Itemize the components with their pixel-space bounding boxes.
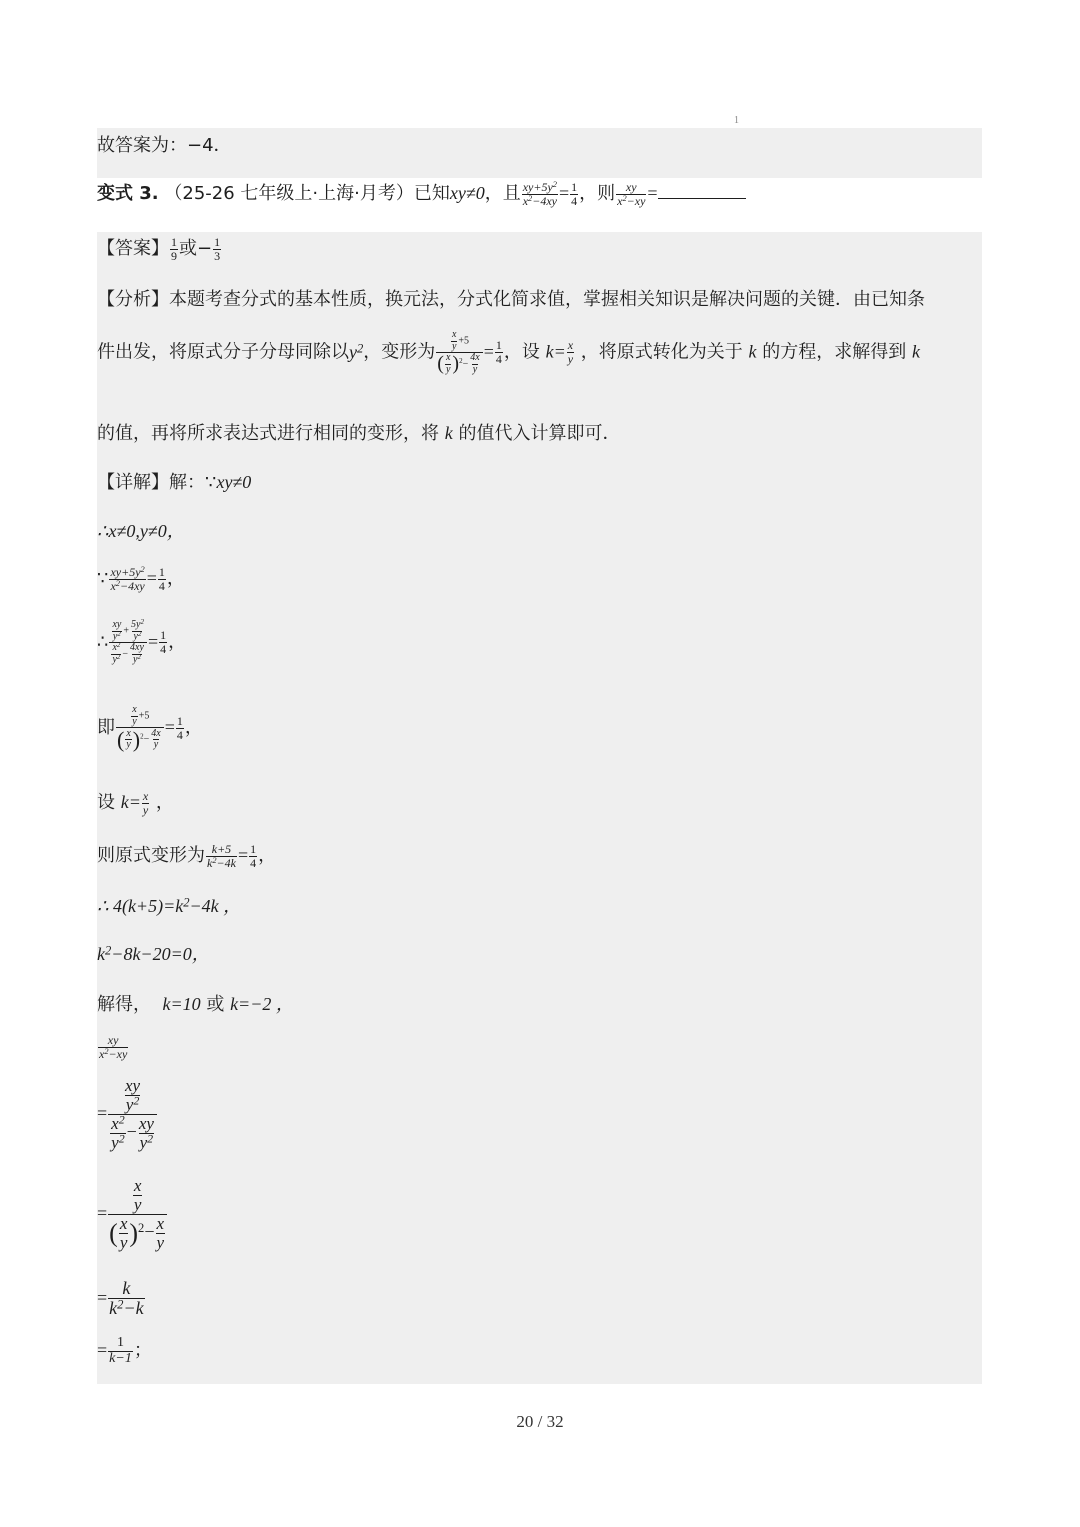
eq2: k — [97, 944, 105, 964]
solution-step-5: 设 k= $\frac{x}{y}$ ， — [97, 789, 174, 817]
solution-step-11: = $\frac{x}{y}$ ( $\frac{x}{y}$ )$^2$− $\frac{x}{y}$ — [97, 1177, 168, 1251]
comma-3: ， — [184, 717, 203, 739]
answer-or: 或− — [179, 238, 213, 260]
answer-blank — [658, 184, 746, 199]
because-sign: ∵ — [97, 568, 109, 590]
solved-prefix: 解得， — [97, 994, 151, 1015]
xy-fraction: $\frac{x}{y}$ +5 ( $\frac{x}{y}$ )$^2$− $\frac{4x}{y}$ — [116, 705, 164, 751]
solution-target-fraction: $\frac{xy}{x^2-xy}$ — [99, 1033, 128, 1061]
analysis-text-2c: ，设 — [503, 341, 540, 363]
answer-line — [97, 236, 222, 262]
target-fraction: $\frac{xy}{x^2-xy}$ — [617, 180, 646, 208]
k2: k — [207, 855, 213, 870]
step-10-fraction: $\frac{xy}{y^2}$ $\frac{x^2}{y^2}$ − $\frac{xy}{y^2}$ — [108, 1077, 157, 1151]
comma-4: ， — [258, 845, 277, 867]
solution-intro-text: 解：∵ — [169, 472, 217, 493]
solution-step-2: ∵ $\frac{xy+5y^2}{x^2-4xy}$ = $\frac{1}{4}$ ， — [97, 565, 185, 593]
eq1: ∴ 4(k+5)=k — [97, 896, 184, 916]
eq1-rest: −4k ， — [189, 896, 242, 916]
text-and: ，且 — [484, 183, 521, 205]
problem-statement — [97, 181, 746, 207]
analysis-text-2b: ，变形为 — [363, 341, 436, 363]
answer-tag: 【答案】 — [97, 238, 169, 260]
prev-answer: 故答案为：−4． — [97, 135, 232, 156]
solution-step-10: = $\frac{xy}{y^2}$ $\frac{x^2}{y^2}$ − $\frac{xy}{y^2}$ — [97, 1077, 158, 1151]
answer-v2-den: 3 — [214, 248, 221, 263]
then-form-text: 则原式变形为 — [97, 845, 205, 867]
sol1: k=10 — [162, 994, 201, 1014]
set-k: k= — [120, 792, 141, 813]
analysis-text-1: 本题考查分式的基本性质，换元法，分式化简求值，掌握相关知识是解决问题的关键．由已知条 — [169, 289, 925, 310]
sol2: k=−2 ， — [230, 994, 294, 1014]
or-text: 或 — [206, 994, 225, 1015]
analysis-k-2: k — [911, 341, 920, 362]
solution-step-6: 则原式变形为 $\frac{k+5}{k^2-4k}$ = $\frac{1}{4}$ ， — [97, 842, 277, 870]
analysis-line-3 — [97, 424, 620, 443]
given-den: x — [522, 193, 529, 208]
analysis-k-1: k — [748, 341, 757, 362]
solution-step-8: $k^2-8k-20=0$， — [97, 943, 210, 964]
solution-intro — [97, 473, 251, 492]
solution-step-7: ∴ $4(k+5)=k^2-4k$ ， — [97, 895, 242, 916]
given-fraction: $\frac{xy+5y^2}{x^2-4xy}$ — [522, 180, 557, 208]
quarter-den: 4 — [571, 193, 578, 208]
eq-sign-2: = — [647, 183, 658, 204]
answer-v2-num: 1 — [214, 235, 221, 249]
analysis-k-3: k — [444, 423, 453, 443]
answer-frac-2 — [213, 236, 221, 262]
page-number: 20 / 32 — [516, 1412, 564, 1431]
target-den-rest: −xy — [626, 193, 646, 208]
header-mark: 1 — [734, 115, 739, 126]
final-semicolon: ； — [133, 1340, 152, 1362]
problem-source: （25-26 七年级上·上海·月考）已知 — [164, 183, 450, 205]
comma: ， — [166, 568, 185, 590]
eq2-rest: −8k−20=0， — [111, 944, 210, 964]
k2-rest: −4k — [216, 855, 236, 870]
solution-step-1: ∴x≠0,y≠0， — [97, 521, 185, 541]
therefore-sign: ∴ — [97, 631, 109, 653]
analysis-text-3b: 的值代入计算即可． — [458, 423, 621, 444]
k5: k+5 — [211, 842, 232, 856]
problem-cond: xy≠0 — [449, 183, 485, 204]
step-11-fraction: $\frac{x}{y}$ ( $\frac{x}{y}$ )$^2$− $\frac{x}{y}$ — [108, 1177, 167, 1251]
comma-2: ， — [168, 631, 187, 653]
analysis-tag: 【分析】 — [97, 289, 169, 310]
solution-cond: xy≠0 — [216, 472, 252, 492]
solution-step-12: = $\frac{k}{k^2-k}$ — [97, 1278, 144, 1318]
solution-step-4: 即 $\frac{x}{y}$ +5 ( $\frac{x}{y}$ )$^2$− $\frac{4x}{y}$ = $\frac{1}{4}$ ， — [97, 704, 203, 752]
answer-v1-num: 1 — [171, 235, 177, 249]
solution-step-13: = $\frac{1}{k-1}$ ； — [97, 1335, 152, 1366]
quarter-fraction — [570, 181, 578, 207]
analysis-big-fraction: $\frac{x}{y}$ +5 ( $\frac{x}{y}$ )$^2$− $\frac{4x}{y}$ — [436, 330, 482, 375]
solution-step-9 — [97, 995, 294, 1014]
given-den-rest: −4xy — [532, 193, 557, 208]
text-then: ，则 — [579, 183, 616, 205]
analysis-text-2a: 件出发，将原式分子分母同除以 — [97, 341, 349, 363]
ji-text: 即 — [97, 717, 115, 739]
divided-fraction: $\frac{xy}{y^2}$ + $\frac{5y^2}{y^2}$ $\frac{x^2}{y^2}$ − $\frac{4xy}{y^2}$ — [109, 620, 146, 665]
analysis-text-2e: 的方程，求解得到 — [762, 341, 907, 363]
target-num: xy — [625, 180, 637, 194]
analysis-line-1 — [97, 291, 925, 309]
answer-frac-1 — [170, 236, 178, 262]
problem-label: 变式 3. — [97, 183, 159, 205]
set-text: 设 — [97, 792, 115, 814]
quarter-num: 1 — [571, 180, 578, 194]
solution-block — [97, 232, 982, 1384]
analysis-text-2d: ，将原式转化为关于 — [580, 341, 743, 363]
analysis-line-2: 件出发，将原式分子分母同除以$y^2$，变形为 $\frac{x}{y}$ +5 ( $\frac{x}{y}$ )$^2$− $\frac{4x}{y}$ = $\frac{1}{4}$ ，设 k= $\frac{x}{y}$ ，将原式转化为关于 k 的方程，求解得到 k — [97, 329, 920, 375]
solution-step-3: ∴ $\frac{xy}{y^2}$ + $\frac{5y^2}{y^2}$ $\frac{x^2}{y^2}$ − $\frac{4xy}{y^2}$ = $\frac{1}{4}$ ， — [97, 617, 187, 665]
target-den: x — [617, 193, 623, 208]
analysis-text-3a: 的值，再将所求表达式进行相同的变形，将 — [97, 423, 439, 444]
solution-tag: 【详解】 — [97, 472, 169, 493]
given-num: xy+5y — [522, 180, 553, 194]
answer-v1-den: 9 — [171, 248, 177, 263]
eq-sign: = — [558, 183, 570, 204]
